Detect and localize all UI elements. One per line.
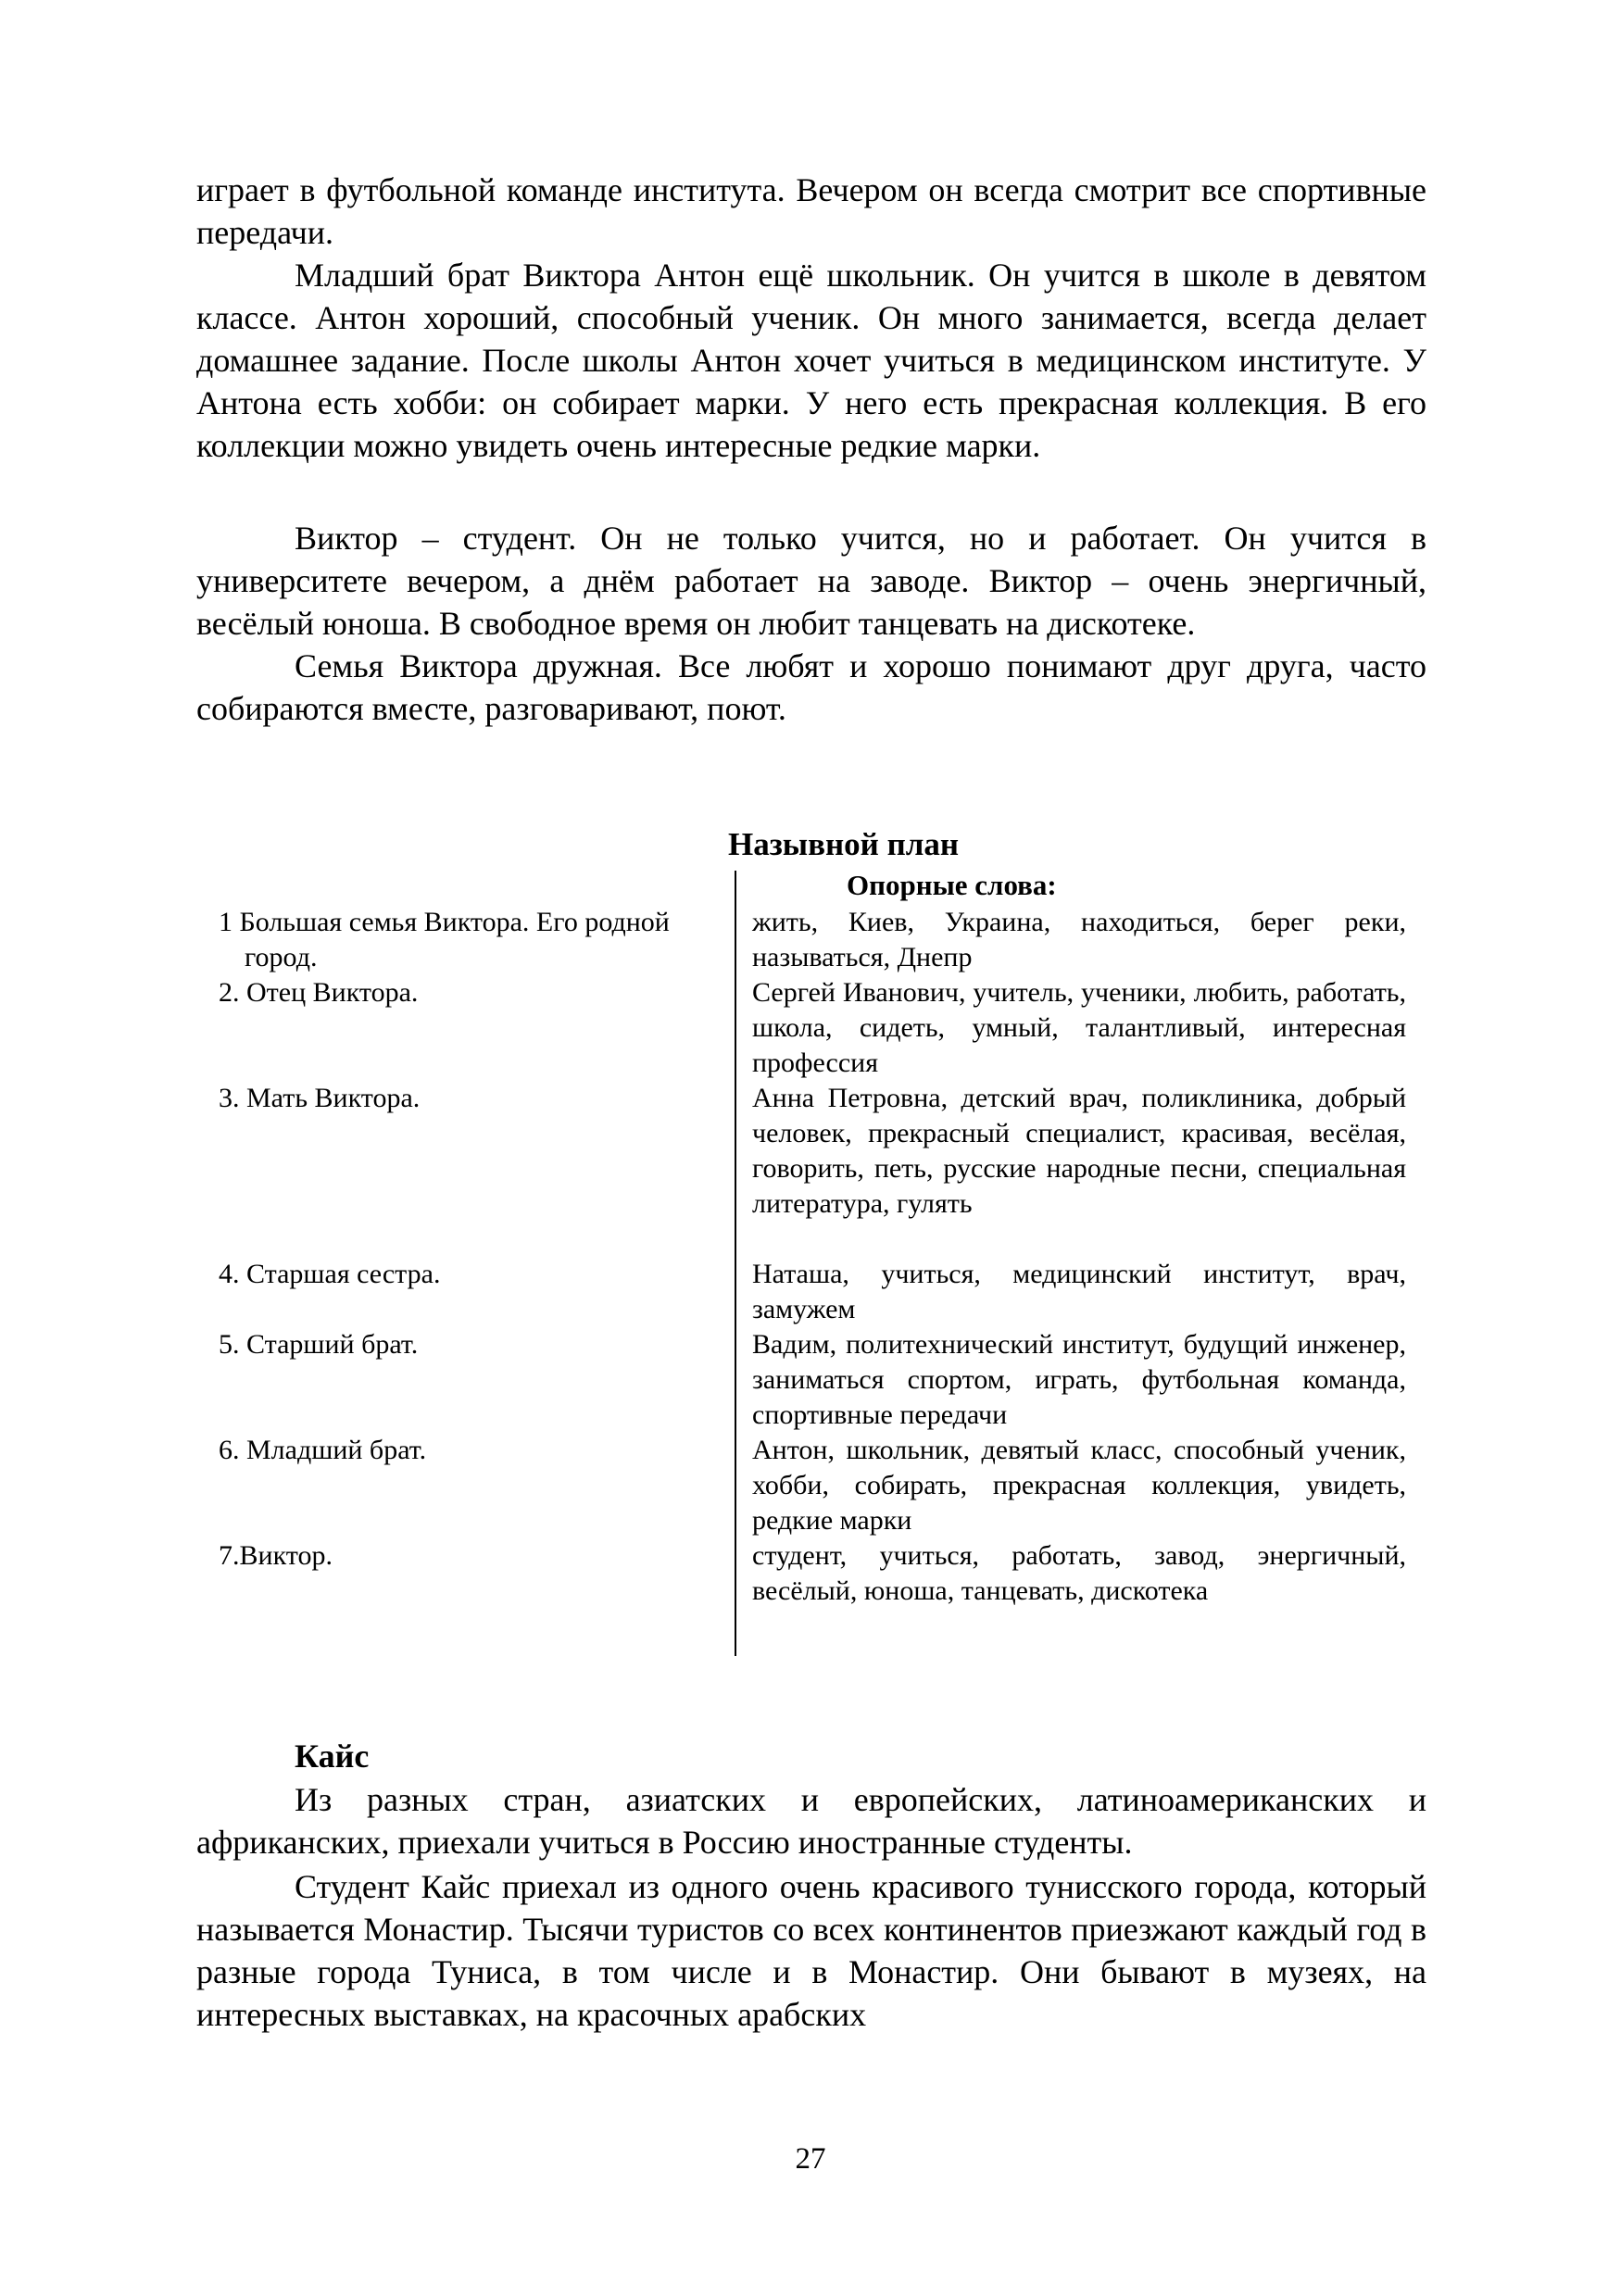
plan-table <box>219 905 1414 1609</box>
plan-row <box>219 1081 1414 1257</box>
paragraph-younger-brother: Младший брат Виктора Антон ещё школьник. Он учится в школе в девятом классе. Антон хороший, способный ученик. Он много занимается, всегда делает домашнее задание. После школы Антон хочет учиться в медицинском институте. У Антона есть хобби: он собирает марки. У него есть прекрасная коллекция. В его коллекции можно увидеть очень интересные редкие марки. <box>196 257 1426 464</box>
plan-keywords: Вадим, политехнический институт, будущий инженер, заниматься спортом, играть, футбольная команда, спортивные передачи <box>752 1329 1406 1430</box>
plan-item: 2. Отец Виктора. <box>219 977 419 1008</box>
plan-keywords: Сергей Иванович, учитель, ученики, любить, работать, школа, сидеть, умный, талантливый, интересная профессия <box>752 977 1406 1078</box>
plan-item: 5. Старший брат. <box>219 1329 419 1360</box>
plan-item: 3. Мать Виктора. <box>219 1083 421 1113</box>
plan-keywords: студент, учиться, работать, завод, энергичный, весёлый, юноша, танцевать, дискотека <box>752 1540 1406 1606</box>
plan-row <box>219 1257 1414 1327</box>
plan-item: 4. Старшая сестра. <box>219 1259 441 1289</box>
paragraph-kais-monastir: Студент Кайс приехал из одного очень красивого тунисского города, который называется Монастир. Тысячи туристов со всех континентов приезжают каждый год в разные города Туниса, в том числе и в Монастир. Они бывают в музеях, на интересных выставках, на красочных арабских <box>196 1868 1426 2033</box>
plan-item: 7.Виктор. <box>219 1540 333 1571</box>
keywords-header: Опорные слова: <box>847 869 1057 901</box>
plan-row <box>219 1538 1414 1609</box>
plan-keywords: Антон, школьник, девятый класс, способный ученик, хобби, собирать, прекрасная коллекция, увидеть, редкие марки <box>752 1435 1406 1536</box>
plan-item: 1 Большая семья Виктора. Его родной город. <box>219 907 670 972</box>
section-title: Кайс <box>295 1738 370 1775</box>
paragraph-family-friendly: Семья Виктора дружная. Все любят и хорошо понимают друг друга, часто собираются вместе, разговаривают, поют. <box>196 647 1426 727</box>
paragraph-foreign-students: Из разных стран, азиатских и европейских, латиноамериканских и африканских, приехали учиться в Россию иностранные студенты. <box>196 1781 1426 1861</box>
plan-row <box>219 1433 1414 1538</box>
paragraph-viktor-student: Виктор – студент. Он не только учится, но и работает. Он учится в университете вечером, а днём работает на заводе. Виктор – очень энергичный, весёлый юноша. В свободное время он любит танцевать на дискотеке. <box>196 520 1426 642</box>
plan-title: Назывной план <box>728 826 960 862</box>
plan-keywords: Анна Петровна, детский врач, поликлиника, добрый человек, прекрасный специалист, красивая, весёлая, говорить, петь, русские народные песни, специальная литература, гулять <box>752 1083 1406 1219</box>
paragraph-football: играет в футбольной команде института. Вечером он всегда смотрит все спортивные передачи. <box>196 171 1426 251</box>
plan-keywords: Наташа, учиться, медицинский институт, врач, замужем <box>752 1259 1406 1324</box>
plan-row <box>219 905 1414 975</box>
page-number: 27 <box>795 2142 826 2176</box>
plan-item: 6. Младший брат. <box>219 1435 427 1465</box>
plan-row <box>219 975 1414 1081</box>
plan-row <box>219 1327 1414 1433</box>
plan-keywords: жить, Киев, Украина, находиться, берег реки, называться, Днепр <box>752 907 1406 972</box>
